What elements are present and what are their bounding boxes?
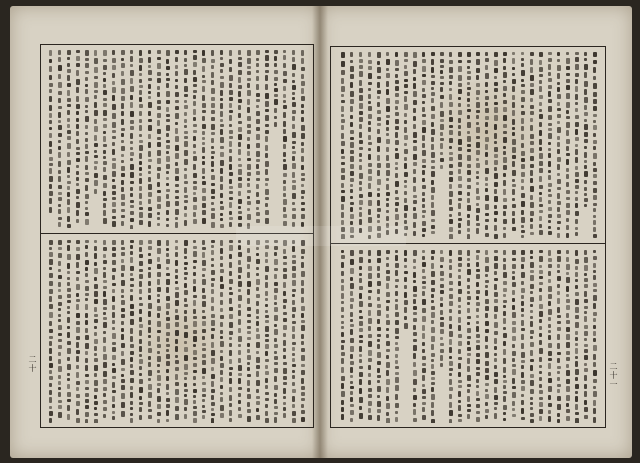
text-column-texture bbox=[130, 239, 134, 423]
text-column-texture bbox=[368, 51, 372, 239]
text-column-texture bbox=[521, 249, 525, 423]
text-column-texture bbox=[377, 51, 381, 239]
text-column-texture bbox=[247, 49, 251, 229]
text-column-texture bbox=[557, 249, 561, 423]
text-column-texture bbox=[503, 51, 507, 239]
text-column-texture bbox=[85, 239, 89, 423]
text-column-texture bbox=[494, 249, 498, 423]
text-column-texture bbox=[139, 239, 143, 423]
text-column-texture bbox=[584, 51, 588, 239]
text-column-texture bbox=[395, 249, 399, 423]
text-column-texture bbox=[530, 51, 534, 239]
text-column-texture bbox=[85, 49, 89, 229]
text-column-texture bbox=[359, 51, 363, 239]
text-column-texture bbox=[157, 239, 161, 423]
text-column-texture bbox=[485, 51, 489, 239]
text-column-texture bbox=[148, 239, 152, 423]
text-column-texture bbox=[112, 49, 116, 229]
text-column-texture bbox=[404, 51, 408, 239]
text-column-texture bbox=[350, 51, 354, 239]
text-column-texture bbox=[130, 49, 134, 229]
text-column-texture bbox=[112, 239, 116, 423]
text-column-texture bbox=[58, 49, 62, 229]
text-column-texture bbox=[184, 49, 188, 229]
text-column-texture bbox=[292, 239, 296, 423]
text-column-texture bbox=[49, 49, 53, 229]
text-column-texture bbox=[220, 49, 224, 229]
text-column-texture bbox=[220, 239, 224, 423]
text-column-texture bbox=[494, 51, 498, 239]
text-column-texture bbox=[539, 249, 543, 423]
text-column-texture bbox=[175, 49, 179, 229]
text-column-texture bbox=[530, 249, 534, 423]
text-column-texture bbox=[476, 249, 480, 423]
text-column-texture bbox=[193, 239, 197, 423]
text-column-texture bbox=[485, 249, 489, 423]
text-column-texture bbox=[202, 49, 206, 229]
text-column-texture bbox=[283, 49, 287, 229]
text-column-texture bbox=[76, 49, 80, 229]
text-column-texture bbox=[341, 51, 345, 239]
text-column-texture bbox=[265, 239, 269, 423]
text-column-texture bbox=[575, 51, 579, 239]
text-column-texture bbox=[229, 239, 233, 423]
text-column-texture bbox=[539, 51, 543, 239]
text-column-texture bbox=[467, 249, 471, 423]
text-column-texture bbox=[193, 49, 197, 229]
text-column-texture bbox=[49, 239, 53, 423]
text-column-texture bbox=[557, 51, 561, 239]
text-column-texture bbox=[386, 249, 390, 423]
left-page-number: 二十 bbox=[28, 355, 37, 373]
text-column-texture bbox=[422, 51, 426, 239]
text-column-texture bbox=[121, 49, 125, 229]
text-column-texture bbox=[121, 239, 125, 423]
text-column-texture bbox=[431, 249, 435, 423]
text-column-texture bbox=[103, 49, 107, 229]
text-column-texture bbox=[247, 239, 251, 423]
text-column-texture bbox=[413, 51, 417, 239]
text-column-texture bbox=[512, 51, 516, 239]
text-column-texture bbox=[256, 239, 260, 423]
text-column-texture bbox=[94, 239, 98, 423]
text-column-texture bbox=[274, 49, 278, 229]
text-column-texture bbox=[575, 249, 579, 423]
right-lower-text-block bbox=[335, 249, 601, 423]
text-column-texture bbox=[359, 249, 363, 423]
text-column-texture bbox=[467, 51, 471, 239]
text-column-texture bbox=[431, 51, 435, 239]
text-column-texture bbox=[202, 239, 206, 423]
text-column-texture bbox=[458, 249, 462, 423]
text-column-texture bbox=[76, 239, 80, 423]
text-column-texture bbox=[301, 239, 305, 423]
text-column-texture bbox=[593, 249, 597, 423]
text-column-texture bbox=[350, 249, 354, 423]
text-column-texture bbox=[229, 49, 233, 229]
text-column-texture bbox=[548, 249, 552, 423]
text-column-texture bbox=[377, 249, 381, 423]
text-column-texture bbox=[440, 249, 444, 423]
text-column-texture bbox=[512, 249, 516, 423]
right-upper-text-block bbox=[335, 51, 601, 239]
text-column-texture bbox=[476, 51, 480, 239]
text-column-texture bbox=[413, 249, 417, 423]
text-column-texture bbox=[238, 49, 242, 229]
text-column-texture bbox=[256, 49, 260, 229]
text-column-texture bbox=[166, 239, 170, 423]
text-column-texture bbox=[593, 51, 597, 239]
text-column-texture bbox=[503, 249, 507, 423]
text-column-texture bbox=[67, 239, 71, 423]
text-column-texture bbox=[566, 249, 570, 423]
text-column-texture bbox=[548, 51, 552, 239]
text-column-texture bbox=[274, 239, 278, 423]
text-column-texture bbox=[584, 249, 588, 423]
text-column-texture bbox=[341, 249, 345, 423]
right-page-number: 二十一 bbox=[609, 362, 618, 389]
text-column-texture bbox=[211, 49, 215, 229]
text-column-texture bbox=[283, 239, 287, 423]
text-column-texture bbox=[301, 49, 305, 229]
text-column-texture bbox=[440, 51, 444, 239]
text-column-texture bbox=[521, 51, 525, 239]
text-column-texture bbox=[458, 51, 462, 239]
left-lower-text-block bbox=[45, 239, 309, 423]
text-column-texture bbox=[566, 51, 570, 239]
text-column-texture bbox=[395, 51, 399, 239]
text-column-texture bbox=[386, 51, 390, 239]
text-column-texture bbox=[157, 49, 161, 229]
left-upper-text-block bbox=[45, 49, 309, 229]
text-column-texture bbox=[449, 249, 453, 423]
text-column-texture bbox=[139, 49, 143, 229]
text-column-texture bbox=[103, 239, 107, 423]
text-column-texture bbox=[175, 239, 179, 423]
text-column-texture bbox=[404, 249, 408, 423]
text-column-texture bbox=[292, 49, 296, 229]
text-column-texture bbox=[166, 49, 170, 229]
text-column-texture bbox=[238, 239, 242, 423]
text-column-texture bbox=[211, 239, 215, 423]
text-column-texture bbox=[94, 49, 98, 229]
text-column-texture bbox=[67, 49, 71, 229]
text-column-texture bbox=[184, 239, 188, 423]
text-column-texture bbox=[449, 51, 453, 239]
text-column-texture bbox=[422, 249, 426, 423]
text-column-texture bbox=[58, 239, 62, 423]
text-column-texture bbox=[265, 49, 269, 229]
text-column-texture bbox=[368, 249, 372, 423]
watermark-band bbox=[236, 226, 406, 246]
text-column-texture bbox=[148, 49, 152, 229]
